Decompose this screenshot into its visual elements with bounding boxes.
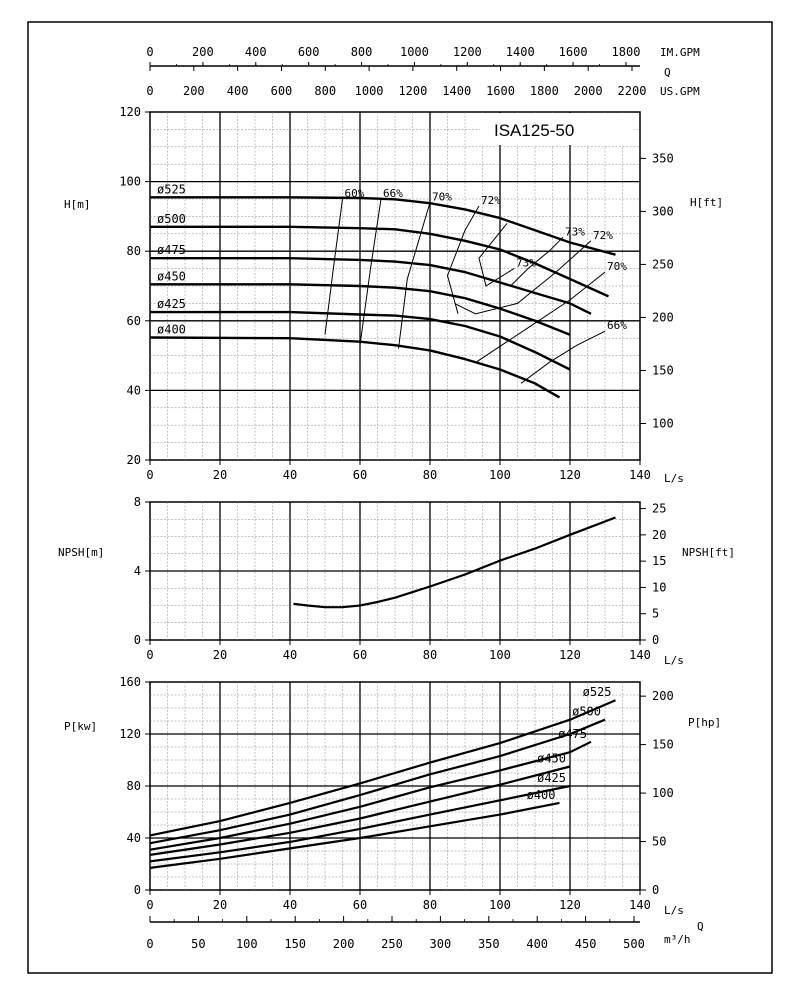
im-gpm-tick-label: 1200 <box>452 45 482 59</box>
efficiency-label: 72% <box>593 228 613 242</box>
power-xtick-label: 20 <box>212 898 228 912</box>
im-gpm-tick-label: 600 <box>297 45 320 59</box>
power-xtick-label: 0 <box>146 898 154 912</box>
head-curve-label: ø475 <box>157 243 186 258</box>
us-gpm-tick-label: 0 <box>146 84 154 98</box>
power-rtick-label: 50 <box>652 834 667 849</box>
power-xlabel: L/s <box>664 904 684 917</box>
head-rtick-label: 150 <box>652 363 674 378</box>
power-rtick-label: 100 <box>652 786 674 801</box>
power-curve-label: ø500 <box>572 704 601 719</box>
im-gpm-tick-label: 1400 <box>505 45 535 59</box>
us-gpm-label: US.GPM <box>660 85 700 98</box>
im-gpm-tick-label: 1600 <box>558 45 588 59</box>
head-curve-label: ø400 <box>157 322 186 337</box>
npsh-xlabel: L/s <box>664 654 684 667</box>
efficiency-label: 73% <box>565 225 585 239</box>
head-curve-label: ø525 <box>157 182 186 197</box>
m3h-tick-label: 300 <box>429 937 452 951</box>
us-gpm-tick-label: 1400 <box>442 84 472 98</box>
efficiency-label: 66% <box>383 187 403 200</box>
npsh-ylabel: NPSH[m] <box>58 546 105 559</box>
us-gpm-tick-label: 200 <box>182 84 205 98</box>
power-ylabel: P[kw] <box>64 720 98 733</box>
power-rtick-label: 0 <box>652 883 660 897</box>
power-xtick-label: 140 <box>629 898 651 912</box>
npsh-xtick-label: 120 <box>559 648 581 662</box>
npsh-ytick-label: 8 <box>133 495 141 509</box>
q-label-top: Q <box>664 66 671 79</box>
head-xtick-label: 140 <box>629 468 651 482</box>
m3h-tick-label: 350 <box>477 937 500 951</box>
head-ytick-label: 20 <box>126 453 141 467</box>
npsh-panel <box>134 495 667 662</box>
head-xtick-label: 20 <box>212 468 228 482</box>
head-ytick-label: 60 <box>126 313 141 328</box>
head-xtick-label: 60 <box>352 468 368 482</box>
power-panel <box>119 675 673 912</box>
head-rtick-label: 350 <box>652 151 674 166</box>
npsh-xtick-label: 40 <box>282 648 298 662</box>
us-gpm-tick-label: 600 <box>270 84 293 98</box>
head-rtick-label: 300 <box>652 204 674 219</box>
m3h-tick-label: 50 <box>191 937 206 951</box>
head-xtick-label: 40 <box>282 468 298 482</box>
efficiency-label: 66% <box>607 319 627 333</box>
chart-title: ISA125-50 <box>494 121 575 140</box>
m3h-tick-label: 250 <box>381 937 403 951</box>
m3h-tick-label: 150 <box>284 937 307 951</box>
power-ylabel-right: P[hp] <box>688 716 722 729</box>
power-rtick-label: 150 <box>652 737 674 752</box>
head-rtick-label: 100 <box>652 416 674 431</box>
m3h-tick-label: 500 <box>623 937 645 951</box>
im-gpm-tick-label: 200 <box>192 45 214 59</box>
us-gpm-tick-label: 800 <box>314 84 337 98</box>
head-curve-label: ø450 <box>157 269 186 284</box>
power-ytick-label: 120 <box>119 727 141 741</box>
m3h-label: m³/h <box>664 933 691 946</box>
im-gpm-tick-label: 800 <box>350 45 373 59</box>
us-gpm-tick-label: 1600 <box>486 84 515 98</box>
power-xtick-label: 100 <box>489 898 511 912</box>
m3h-tick-label: 450 <box>574 937 597 951</box>
npsh-ytick-label: 0 <box>133 633 141 647</box>
head-xlabel: L/s <box>664 472 684 485</box>
npsh-rtick-label: 15 <box>652 554 667 569</box>
power-curve-label: ø450 <box>537 751 566 766</box>
npsh-ytick-label: 4 <box>133 564 141 578</box>
head-ylabel-right: H[ft] <box>690 196 724 209</box>
npsh-rtick-label: 20 <box>652 527 667 542</box>
efficiency-label: 70% <box>607 260 627 274</box>
head-ytick-label: 100 <box>119 174 141 189</box>
npsh-xtick-label: 0 <box>146 648 154 662</box>
head-panel <box>119 105 673 482</box>
npsh-rtick-label: 5 <box>652 606 660 621</box>
head-xtick-label: 0 <box>146 468 154 482</box>
power-ytick-label: 0 <box>133 883 141 897</box>
m3h-tick-label: 400 <box>526 937 549 951</box>
power-curve-label: ø400 <box>526 787 556 802</box>
head-xtick-label: 80 <box>422 468 438 482</box>
us-gpm-tick-label: 1000 <box>354 84 384 98</box>
power-ytick-label: 80 <box>126 779 141 793</box>
power-curve-label: ø475 <box>558 726 587 741</box>
m3h-tick-label: 100 <box>235 937 258 951</box>
efficiency-label: 72% <box>481 193 501 207</box>
power-rtick-label: 200 <box>652 689 674 704</box>
npsh-xtick-label: 100 <box>489 648 511 662</box>
power-xtick-label: 120 <box>559 898 581 912</box>
im-gpm-label: IM.GPM <box>660 46 700 59</box>
power-ytick-label: 40 <box>126 831 141 845</box>
head-curve-label: ø500 <box>157 211 186 226</box>
power-curve-label: ø425 <box>537 771 566 785</box>
npsh-xtick-label: 60 <box>352 648 368 662</box>
im-gpm-tick-label: 1000 <box>399 45 429 59</box>
head-ylabel: H[m] <box>64 198 91 211</box>
im-gpm-tick-label: 1800 <box>611 45 641 59</box>
power-curve-label: ø525 <box>582 685 612 700</box>
power-xtick-label: 40 <box>282 898 298 912</box>
head-ytick-label: 40 <box>126 383 141 398</box>
efficiency-label: 60% <box>344 187 365 200</box>
im-gpm-tick-label: 400 <box>244 45 267 59</box>
us-gpm-tick-label: 400 <box>226 84 249 98</box>
m3h-tick-label: 200 <box>332 937 355 951</box>
us-gpm-tick-label: 2000 <box>573 84 603 98</box>
q-label-bottom: Q <box>697 920 704 933</box>
npsh-rtick-label: 0 <box>652 633 660 647</box>
us-gpm-tick-label: 1200 <box>398 84 428 98</box>
power-ytick-label: 160 <box>119 675 141 689</box>
head-xtick-label: 100 <box>489 468 511 482</box>
head-rtick-label: 200 <box>652 310 674 325</box>
npsh-rtick-label: 10 <box>652 580 667 595</box>
npsh-xtick-label: 80 <box>422 648 438 662</box>
npsh-xtick-label: 140 <box>629 648 651 662</box>
us-gpm-tick-label: 1800 <box>529 84 559 98</box>
power-xtick-label: 80 <box>422 898 438 912</box>
npsh-rtick-label: 25 <box>652 501 667 516</box>
head-ytick-label: 120 <box>119 105 141 119</box>
head-rtick-label: 250 <box>652 257 674 272</box>
npsh-ylabel-right: NPSH[ft] <box>682 546 735 559</box>
head-xtick-label: 120 <box>559 468 581 482</box>
npsh-xtick-label: 20 <box>212 648 228 662</box>
top-axis-ticks <box>146 45 646 98</box>
head-ytick-label: 80 <box>126 244 141 259</box>
efficiency-label: 73% <box>516 256 536 270</box>
im-gpm-tick-label: 0 <box>146 45 154 59</box>
efficiency-label: 70% <box>432 190 452 204</box>
m3h-tick-label: 0 <box>146 937 154 951</box>
us-gpm-tick-label: 2200 <box>617 84 647 98</box>
power-xtick-label: 60 <box>352 898 368 912</box>
head-curve-label: ø425 <box>157 297 186 312</box>
